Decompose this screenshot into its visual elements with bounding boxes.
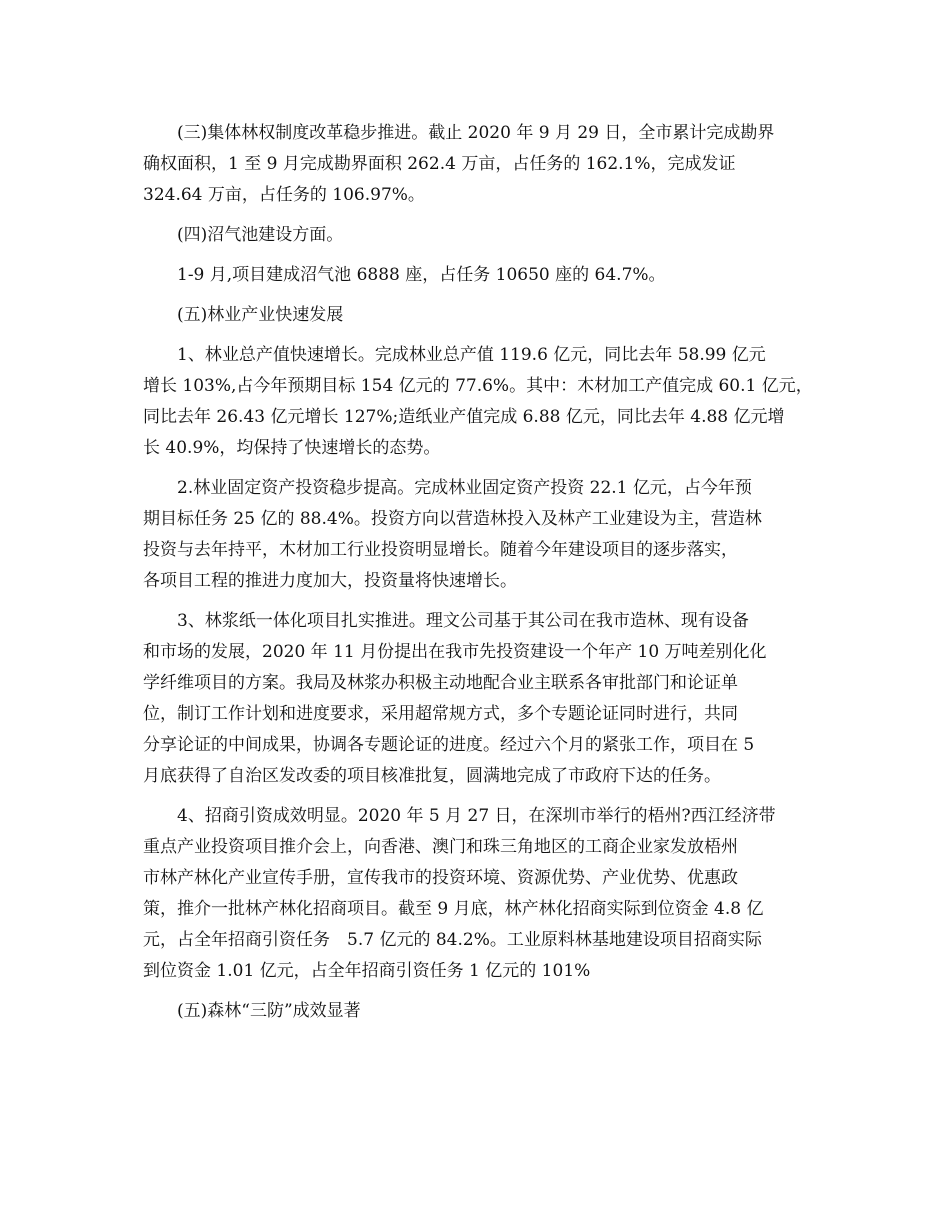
paragraph-gap [143, 987, 811, 996]
paragraph-forest-three-prevention-heading [143, 996, 811, 1027]
paragraph-line: 增长 103%,占今年预期目标 154 亿元的 77.6%。其中：木材加工产值完成 60.1 亿元， [143, 376, 813, 396]
section-heading: (五)森林“三防”成效显著 [177, 1001, 361, 1021]
paragraph-line: 策，推介一批林产林化招商项目。截至 9 月底，林产林化招商实际到位资金 4.8 亿 [143, 899, 764, 919]
paragraph-line: (三)集体林权制度改革稳步推进。截止 2020 年 9 月 29 日，全市累计完成勘界 [177, 123, 775, 143]
paragraph-gap [143, 291, 811, 300]
paragraph-line: 月底获得了自治区发改委的项目核准批复，圆满地完成了市政府下达的任务。 [143, 766, 721, 786]
paragraph-line: 1、林业总产值快速增长。完成林业总产值 119.6 亿元，同比去年 58.99 亿元 [177, 345, 766, 365]
paragraph-gap [143, 251, 811, 260]
paragraph-pulp-paper-project [143, 606, 811, 792]
paragraph-line: 市林产林化产业宣传手册，宣传我市的投资环境、资源优势、产业优势、优惠政 [143, 868, 738, 888]
paragraph-line: 确权面积，1 至 9 月完成勘界面积 262.4 万亩，占任务的 162.1%，完成发证 [143, 154, 736, 174]
paragraph-line: 分享论证的中间成果，协调各专题论证的进度。经过六个月的紧张工作，项目在 5 [143, 735, 755, 755]
paragraph-line: 2.林业固定资产投资稳步提高。完成林业固定资产投资 22.1 亿元，占今年预 [177, 478, 752, 498]
section-heading: (五)林业产业快速发展 [177, 305, 344, 325]
paragraph-line: 到位资金 1.01 亿元，占全年招商引资任务 1 亿元的 101% [143, 961, 591, 981]
paragraph-line: 和市场的发展，2020 年 11 月份提出在我市先投资建设一个年产 10 万吨差别化化 [143, 642, 767, 662]
paragraph-gap [143, 331, 811, 340]
paragraph-line: 3、林浆纸一体化项目扎实推进。理文公司基于其公司在我市造林、现有设备 [177, 611, 749, 631]
paragraph-biogas-heading [143, 220, 811, 251]
paragraph-gap [143, 597, 811, 606]
paragraph-line: 投资与去年持平，木材加工行业投资明显增长。随着今年建设项目的逐步落实， [143, 540, 738, 560]
paragraph-line: 324.64 万亩，占任务的 106.97%。 [143, 185, 425, 205]
paragraph-line: 同比去年 26.43 亿元增长 127%;造纸业产值完成 6.88 亿元，同比去年 4.88 亿元增 [143, 407, 785, 427]
paragraph-gap [143, 792, 811, 801]
paragraph-forest-tenure-reform [143, 118, 811, 211]
paragraph-line: 位，制订工作计划和进度要求，采用超常规方式，多个专题论证同时进行，共同 [143, 704, 738, 724]
document-body [143, 118, 811, 1027]
paragraph-gap [143, 464, 811, 473]
paragraph-line: 1-9 月,项目建成沼气池 6888 座，占任务 10650 座的 64.7%。 [177, 265, 666, 285]
paragraph-forestry-industry-heading [143, 300, 811, 331]
paragraph-output-value [143, 340, 811, 464]
paragraph-line: 重点产业投资项目推介会上，向香港、澳门和珠三角地区的工商企业家发放梧州 [143, 837, 738, 857]
section-heading: (四)沼气池建设方面。 [177, 225, 344, 245]
paragraph-line: 期目标任务 25 亿的 88.4%。投资方向以营造林投入及林产工业建设为主，营造林 [143, 509, 762, 529]
paragraph-line: 元，占全年招商引资任务 5.7 亿元的 84.2%。工业原料林基地建设项目招商实际 [143, 930, 762, 950]
paragraph-biogas-progress [143, 260, 811, 291]
paragraph-line: 各项目工程的推进力度加大，投资量将快速增长。 [143, 571, 517, 591]
paragraph-gap [143, 211, 811, 220]
paragraph-line: 学纤维项目的方案。我局及林浆办积极主动地配合业主联系各审批部门和论证单 [143, 673, 738, 693]
paragraph-fixed-assets [143, 473, 811, 597]
paragraph-investment-attraction [143, 801, 811, 987]
paragraph-line: 4、招商引资成效明显。2020 年 5 月 27 日，在深圳市举行的梧州?西江经济带 [177, 806, 776, 826]
paragraph-line: 长 40.9%，均保持了快速增长的态势。 [143, 438, 441, 458]
